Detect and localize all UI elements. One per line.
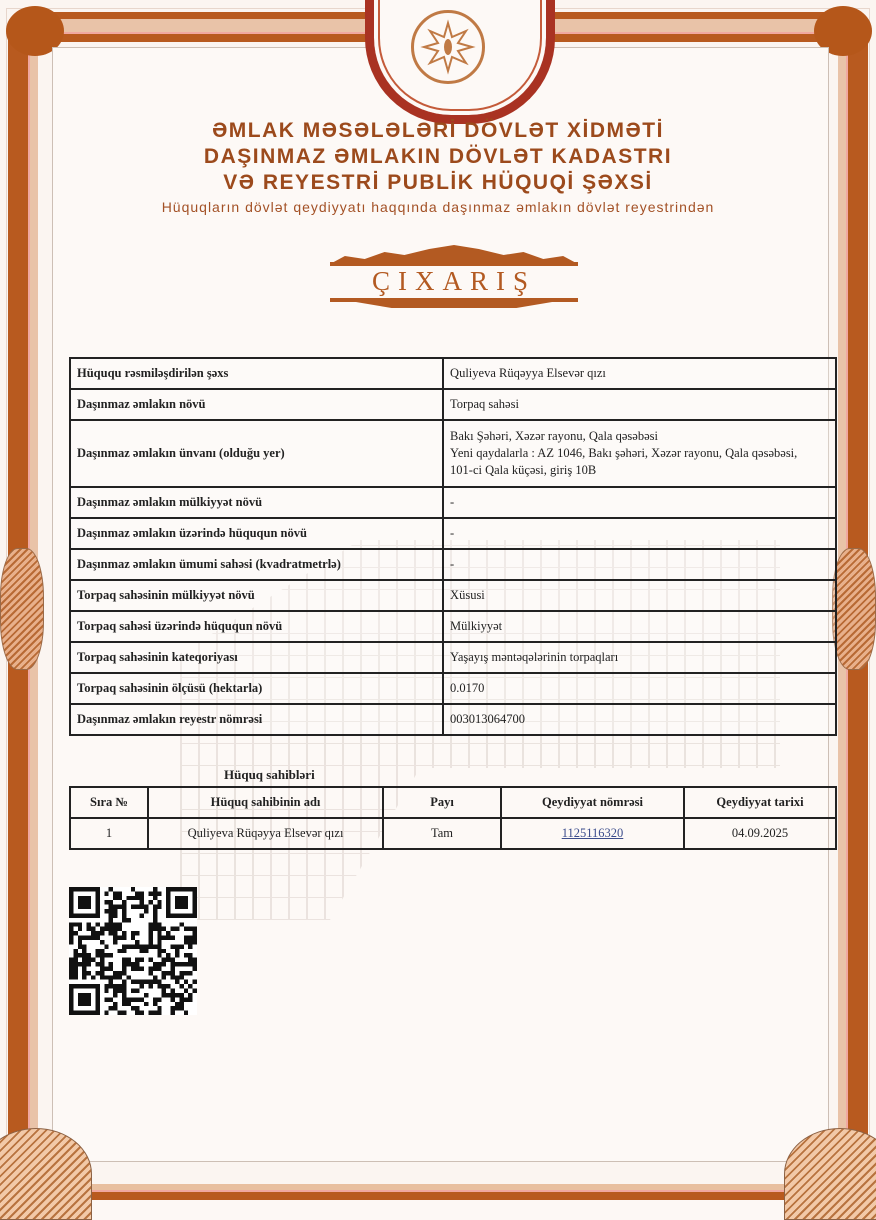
column-header: Hüquq sahibinin adı bbox=[148, 787, 383, 818]
detail-label: Daşınmaz əmlakın üzərində hüququn növü bbox=[70, 518, 443, 549]
column-header: Payı bbox=[383, 787, 501, 818]
detail-value: - bbox=[443, 549, 836, 580]
banner-ornament-bottom bbox=[350, 301, 558, 308]
owner-name: Quliyeva Rüqəyya Elsevər qızı bbox=[148, 818, 383, 849]
detail-value: - bbox=[443, 487, 836, 518]
detail-value-address bbox=[443, 420, 836, 487]
state-emblem-icon bbox=[411, 10, 485, 84]
detail-value: 003013064700 bbox=[443, 704, 836, 735]
detail-value: Quliyeva Rüqəyya Elsevər qızı bbox=[443, 358, 836, 389]
detail-value: Mülkiyyət bbox=[443, 611, 836, 642]
detail-value: Xüsusi bbox=[443, 580, 836, 611]
property-details-table bbox=[69, 357, 837, 736]
table-row bbox=[70, 611, 836, 642]
detail-value: Torpaq sahəsi bbox=[443, 389, 836, 420]
detail-label: Daşınmaz əmlakın növü bbox=[70, 389, 443, 420]
table-row bbox=[70, 580, 836, 611]
table-row bbox=[70, 518, 836, 549]
rosette-ornament-icon bbox=[832, 548, 876, 670]
table-row bbox=[70, 704, 836, 735]
org-name-line3: VƏ REYESTRİ PUBLİK HÜQUQİ ŞƏXSİ bbox=[223, 171, 653, 194]
detail-label: Daşınmaz əmlakın ümumi sahəsi (kvadratmetrlə) bbox=[70, 549, 443, 580]
detail-label: Hüququ rəsmiləşdirilən şəxs bbox=[70, 358, 443, 389]
address-line: Yeni qaydalarla : AZ 1046, Bakı şəhəri, Xəzər rayonu, Qala qəsəbəsi, bbox=[450, 446, 798, 460]
table-row bbox=[70, 358, 836, 389]
owner-share: Tam bbox=[383, 818, 501, 849]
detail-label: Daşınmaz əmlakın reyestr nömrəsi bbox=[70, 704, 443, 735]
rosette-ornament-icon bbox=[0, 548, 44, 670]
table-row bbox=[70, 487, 836, 518]
table-row bbox=[70, 642, 836, 673]
table-row bbox=[70, 549, 836, 580]
registration-number-cell bbox=[501, 818, 684, 849]
detail-label: Torpaq sahəsi üzərində hüququn növü bbox=[70, 611, 443, 642]
detail-label: Torpaq sahəsinin kateqoriyası bbox=[70, 642, 443, 673]
document-title-banner bbox=[330, 244, 578, 308]
registration-date: 04.09.2025 bbox=[684, 818, 836, 849]
border-band-bottom bbox=[30, 1184, 846, 1200]
org-name-line2: DAŞINMAZ ƏMLAKIN DÖVLƏT KADASTRI bbox=[203, 145, 673, 168]
owner-index: 1 bbox=[70, 818, 148, 849]
table-row bbox=[70, 389, 836, 420]
owners-table bbox=[69, 786, 837, 850]
document-subtitle: Hüquqların dövlət qeydiyyatı haqqında daşınmaz əmlakın dövlət reyestrindən bbox=[161, 199, 715, 215]
detail-label: Torpaq sahəsinin ölçüsü (hektarla) bbox=[70, 673, 443, 704]
registration-number-link[interactable]: 1125116320 bbox=[561, 826, 624, 840]
document-title: ÇIXARIŞ bbox=[371, 266, 536, 296]
detail-value: Yaşayış məntəqələrinin torpaqları bbox=[443, 642, 836, 673]
detail-label: Daşınmaz əmlakın mülkiyyət növü bbox=[70, 487, 443, 518]
table-row bbox=[70, 818, 836, 849]
address-line: 101-ci Qala küçəsi, giriş 10B bbox=[450, 463, 597, 477]
owners-header-row bbox=[70, 787, 836, 818]
banner-ornament-top bbox=[330, 244, 578, 264]
detail-label: Torpaq sahəsinin mülkiyyət növü bbox=[70, 580, 443, 611]
table-row bbox=[70, 420, 836, 487]
detail-value: - bbox=[443, 518, 836, 549]
column-header: Qeydiyyat nömrəsi bbox=[501, 787, 684, 818]
detail-value: 0.0170 bbox=[443, 673, 836, 704]
owners-section-title: Hüquq sahibləri bbox=[224, 767, 315, 782]
org-name-line1: ƏMLAK MƏSƏLƏLƏRİ DÖVLƏT XİDMƏTİ bbox=[212, 119, 664, 142]
column-header: Sıra № bbox=[70, 787, 148, 818]
qr-code-icon bbox=[69, 887, 197, 1015]
column-header: Qeydiyyat tarixi bbox=[684, 787, 836, 818]
table-row bbox=[70, 673, 836, 704]
address-line: Bakı Şəhəri, Xəzər rayonu, Qala qəsəbəsi bbox=[450, 429, 658, 443]
detail-label: Daşınmaz əmlakın ünvanı (olduğu yer) bbox=[70, 420, 443, 487]
